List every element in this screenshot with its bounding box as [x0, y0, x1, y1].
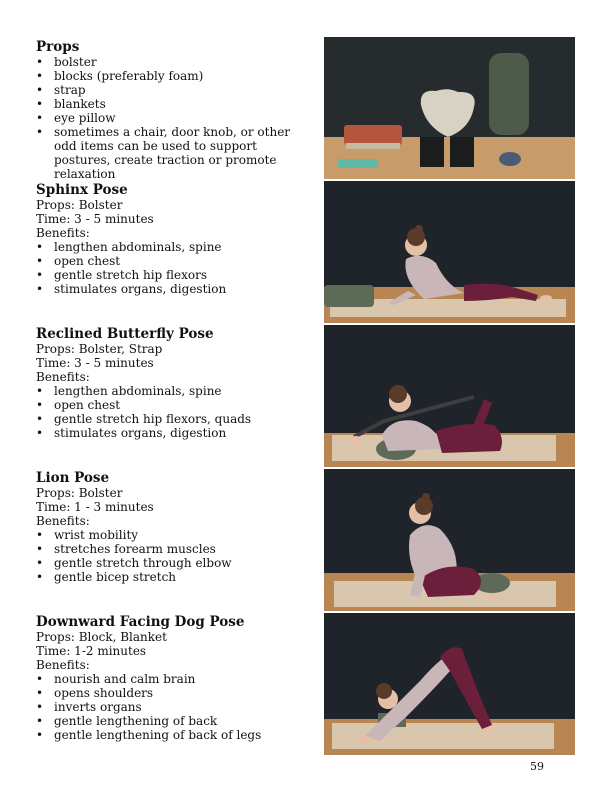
pose-props: Props: Block, Blanket [36, 630, 167, 644]
pose-time: Time: 3 - 5 minutes [36, 212, 154, 226]
sphinx-pose-photo [324, 181, 575, 323]
list-item: • open chest [36, 398, 316, 412]
pose-title: Sphinx Pose [36, 182, 128, 198]
benefits-list [36, 672, 316, 742]
list-item: • lengthen abdominals, spine [36, 384, 316, 398]
props-photo [324, 37, 575, 179]
pose-props: Props: Bolster [36, 198, 123, 212]
props-heading: Props [36, 39, 80, 55]
pose-props: Props: Bolster [36, 486, 123, 500]
pose-section-reclined-butterfly [36, 327, 316, 440]
benefits-list [36, 384, 316, 440]
list-item: • gentle stretch hip flexors, quads [36, 412, 316, 426]
pose-section-downward-dog [36, 615, 316, 742]
pose-title: Lion Pose [36, 470, 110, 486]
list-item: • inverts organs [36, 700, 316, 714]
list-item: • gentle lengthening of back [36, 714, 316, 728]
pose-benefits-label: Benefits: [36, 370, 90, 384]
benefits-list [36, 528, 316, 584]
list-item: • strap [36, 83, 316, 97]
pose-title: Reclined Butterfly Pose [36, 326, 214, 342]
pose-time: Time: 3 - 5 minutes [36, 356, 154, 370]
list-item: • opens shoulders [36, 686, 316, 700]
pose-section-sphinx [36, 183, 316, 296]
lion-pose-photo [324, 469, 575, 611]
list-item: • gentle lengthening of back of legs [36, 728, 316, 742]
list-item: • open chest [36, 254, 316, 268]
list-item: • stimulates organs, digestion [36, 426, 316, 440]
page-number: 59 [530, 760, 544, 773]
list-item: • stimulates organs, digestion [36, 282, 316, 296]
pose-benefits-label: Benefits: [36, 658, 90, 672]
list-item: • bolster [36, 55, 316, 69]
pose-time: Time: 1-2 minutes [36, 644, 147, 658]
reclined-butterfly-pose-photo [324, 325, 575, 467]
props-list [36, 55, 316, 181]
list-item: • gentle stretch hip flexors [36, 268, 316, 282]
pose-props: Props: Bolster, Strap [36, 342, 163, 356]
pose-title: Downward Facing Dog Pose [36, 614, 245, 630]
list-item: • gentle bicep stretch [36, 570, 316, 584]
pose-benefits-label: Benefits: [36, 226, 90, 240]
list-item: • sometimes a chair, door knob, or other odd items can be used to support postures, create traction or promote relaxation [36, 125, 316, 181]
list-item: • stretches forearm muscles [36, 542, 316, 556]
pose-time: Time: 1 - 3 minutes [36, 500, 154, 514]
list-item: • blankets [36, 97, 316, 111]
pose-benefits-label: Benefits: [36, 514, 90, 528]
list-item: • eye pillow [36, 111, 316, 125]
list-item: • nourish and calm brain [36, 672, 316, 686]
benefits-list [36, 240, 316, 296]
list-item: • lengthen abdominals, spine [36, 240, 316, 254]
props-section [36, 40, 316, 181]
list-item: • blocks (preferably foam) [36, 69, 316, 83]
pose-section-lion [36, 471, 316, 584]
downward-dog-pose-photo [324, 613, 575, 755]
list-item: • gentle stretch through elbow [36, 556, 316, 570]
list-item: • wrist mobility [36, 528, 316, 542]
